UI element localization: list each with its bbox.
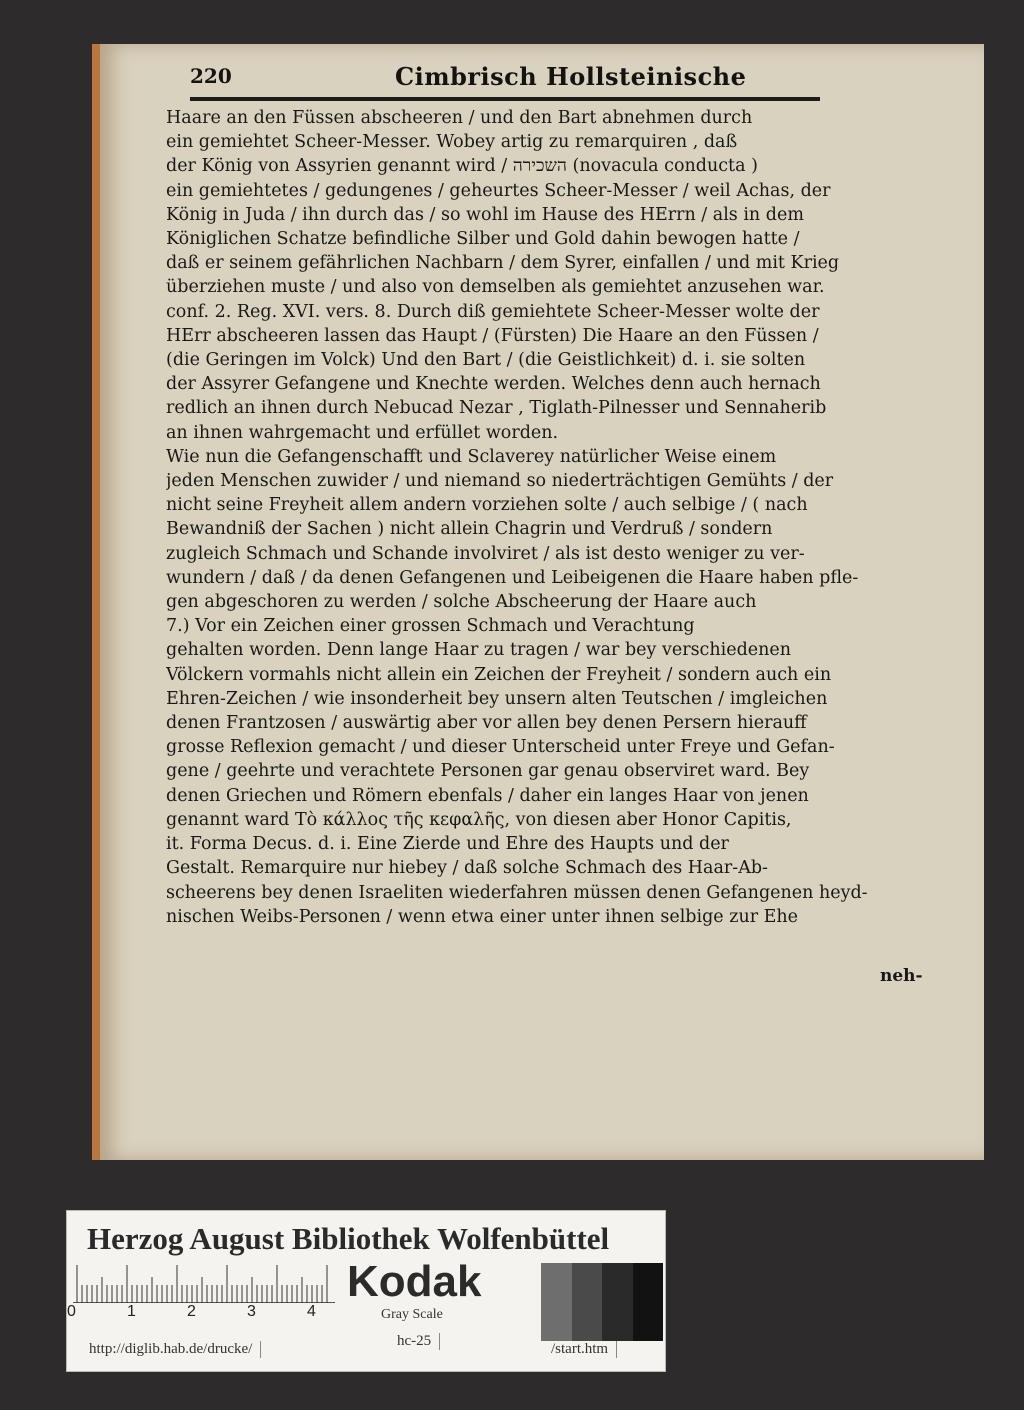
text-line: conf. 2. Reg. XVI. vers. 8. Durch diß gemiehtete Scheer-Messer wolte der (166, 301, 820, 322)
text-line: gen abgeschoren zu werden / solche Abscheerung der Haare auch (166, 592, 757, 613)
kodak-logo: Kodak (347, 1257, 482, 1306)
page-number: 220 (190, 64, 232, 88)
color-scale-card (66, 1210, 666, 1372)
ruler-label: 4 (307, 1303, 316, 1320)
url-left: http://diglib.hab.de/drucke/ (89, 1341, 261, 1358)
text-line: jeden Menschen zuwider / und niemand so niederträchtigen Gemühts / der (166, 471, 834, 492)
shelfmark: hc-25 (397, 1333, 440, 1350)
text-line: scheerens bey denen Israeliten wiederfahren müssen denen Gefangenen heyd- (166, 882, 868, 903)
text-line: überziehen muste / und also von demselben als gemiehtet anzusehen war. (166, 277, 825, 298)
text-line: wundern / daß / da denen Gefangenen und Leibeigenen die Haare haben pfle- (166, 567, 859, 588)
text-line: denen Griechen und Römern ebenfals / daher ein langes Haar von jenen (166, 785, 809, 806)
body-text (166, 106, 926, 966)
text-line: Völckern vormahls nicht allein ein Zeichen der Freyheit / sondern auch ein (166, 664, 832, 685)
gray-patch (572, 1263, 603, 1341)
gray-patch (541, 1263, 572, 1341)
text-line: daß er seinem gefährlichen Nachbarn / dem Syrer, einfallen / und mit Krieg (166, 253, 840, 274)
ruler-label: 3 (247, 1303, 256, 1320)
catchword: neh- (880, 966, 923, 986)
text-line: (die Geringen im Volck) Und den Bart / (die Geistlichkeit) d. i. sie solten (166, 350, 806, 371)
gray-patch (602, 1263, 633, 1341)
text-line: an ihnen wahrgemacht und erfüllet worden. (166, 422, 559, 443)
ruler (73, 1261, 335, 1303)
text-line: denen Frantzosen / auswärtig aber vor allen bey denen Persern hierauff (166, 713, 807, 734)
ruler-ticks (73, 1261, 335, 1303)
text-line: genannt ward Τὸ κάλλος τῆς κεφαλῆς, von diesen aber Honor Capitis, (166, 809, 792, 830)
text-line: Ehren-Zeichen / wie insonderheit bey unsern alten Teutschen / imgleichen (166, 688, 828, 709)
text-line: HErr abscheeren lassen das Haupt / (Fürsten) Die Haare an den Füssen / (166, 325, 819, 346)
text-line: gene / geehrte und verachtete Personen gar genau observiret ward. Bey (166, 761, 810, 782)
text-line: ein gemiehtetes / gedungenes / geheurtes Scheer-Messer / weil Achas, der (166, 180, 831, 201)
text-line: der Assyrer Gefangene und Knechte werden. Welches denn auch hernach (166, 374, 821, 395)
library-name: Herzog August Bibliothek Wolfenbüttel (87, 1221, 610, 1256)
text-line: gehalten worden. Denn lange Haar zu tragen / war bey verschiedenen (166, 640, 792, 661)
text-line: redlich an ihnen durch Nebucad Nezar , Tiglath-Pilnesser und Sennaherib (166, 398, 827, 419)
text-line: König in Juda / ihn durch das / so wohl im Hause des HErrn / als in dem (166, 204, 804, 225)
text-line: Königlichen Schatze befindliche Silber und Gold dahin bewogen hatte / (166, 229, 800, 250)
ruler-label: 0 (67, 1303, 76, 1320)
text-line: nischen Weibs-Personen / wenn etwa einer unter ihnen selbige zur Ehe (166, 906, 799, 927)
text-line: 7.) Vor ein Zeichen einer grossen Schmach und Verachtung (166, 616, 695, 637)
running-head: Cimbrisch Hollsteinische (395, 62, 747, 91)
url-right: /start.htm (551, 1341, 617, 1358)
gray-patch (633, 1263, 664, 1341)
text-line: Bewandniß der Sachen ) nicht allein Chagrin und Verdruß / sondern (166, 519, 773, 540)
gray-scale-label: Gray Scale (381, 1307, 443, 1322)
text-line: Gestalt. Remarquire nur hiebey / daß solche Schmach des Haar-Ab- (166, 858, 768, 879)
text-line: Wie nun die Gefangenschafft und Sclaverey natürlicher Weise einem (166, 446, 777, 467)
gray-scale-patches (541, 1263, 663, 1341)
header-rule (190, 97, 820, 101)
text-line: it. Forma Decus. d. i. Eine Zierde und Ehre des Haupts und der (166, 834, 729, 855)
text-line: der König von Assyrien genannt wird / השכירה (novacula conducta ) (166, 156, 758, 177)
text-line: Haare an den Füssen abscheeren / und den Bart abnehmen durch (166, 108, 753, 128)
text-line: ein gemiehtet Scheer-Messer. Wobey artig zu remarquiren , daß (166, 132, 738, 153)
ruler-label: 1 (127, 1303, 136, 1320)
text-line: grosse Reflexion gemacht / und dieser Unterscheid unter Freye und Gefan- (166, 737, 835, 758)
text-line: zugleich Schmach und Schande involviret / als ist desto weniger zu ver- (166, 543, 805, 564)
ruler-label: 2 (187, 1303, 196, 1320)
page-header (190, 64, 790, 94)
text-line: nicht seine Freyheit allem andern vorziehen solte / auch selbige / ( nach (166, 495, 808, 516)
